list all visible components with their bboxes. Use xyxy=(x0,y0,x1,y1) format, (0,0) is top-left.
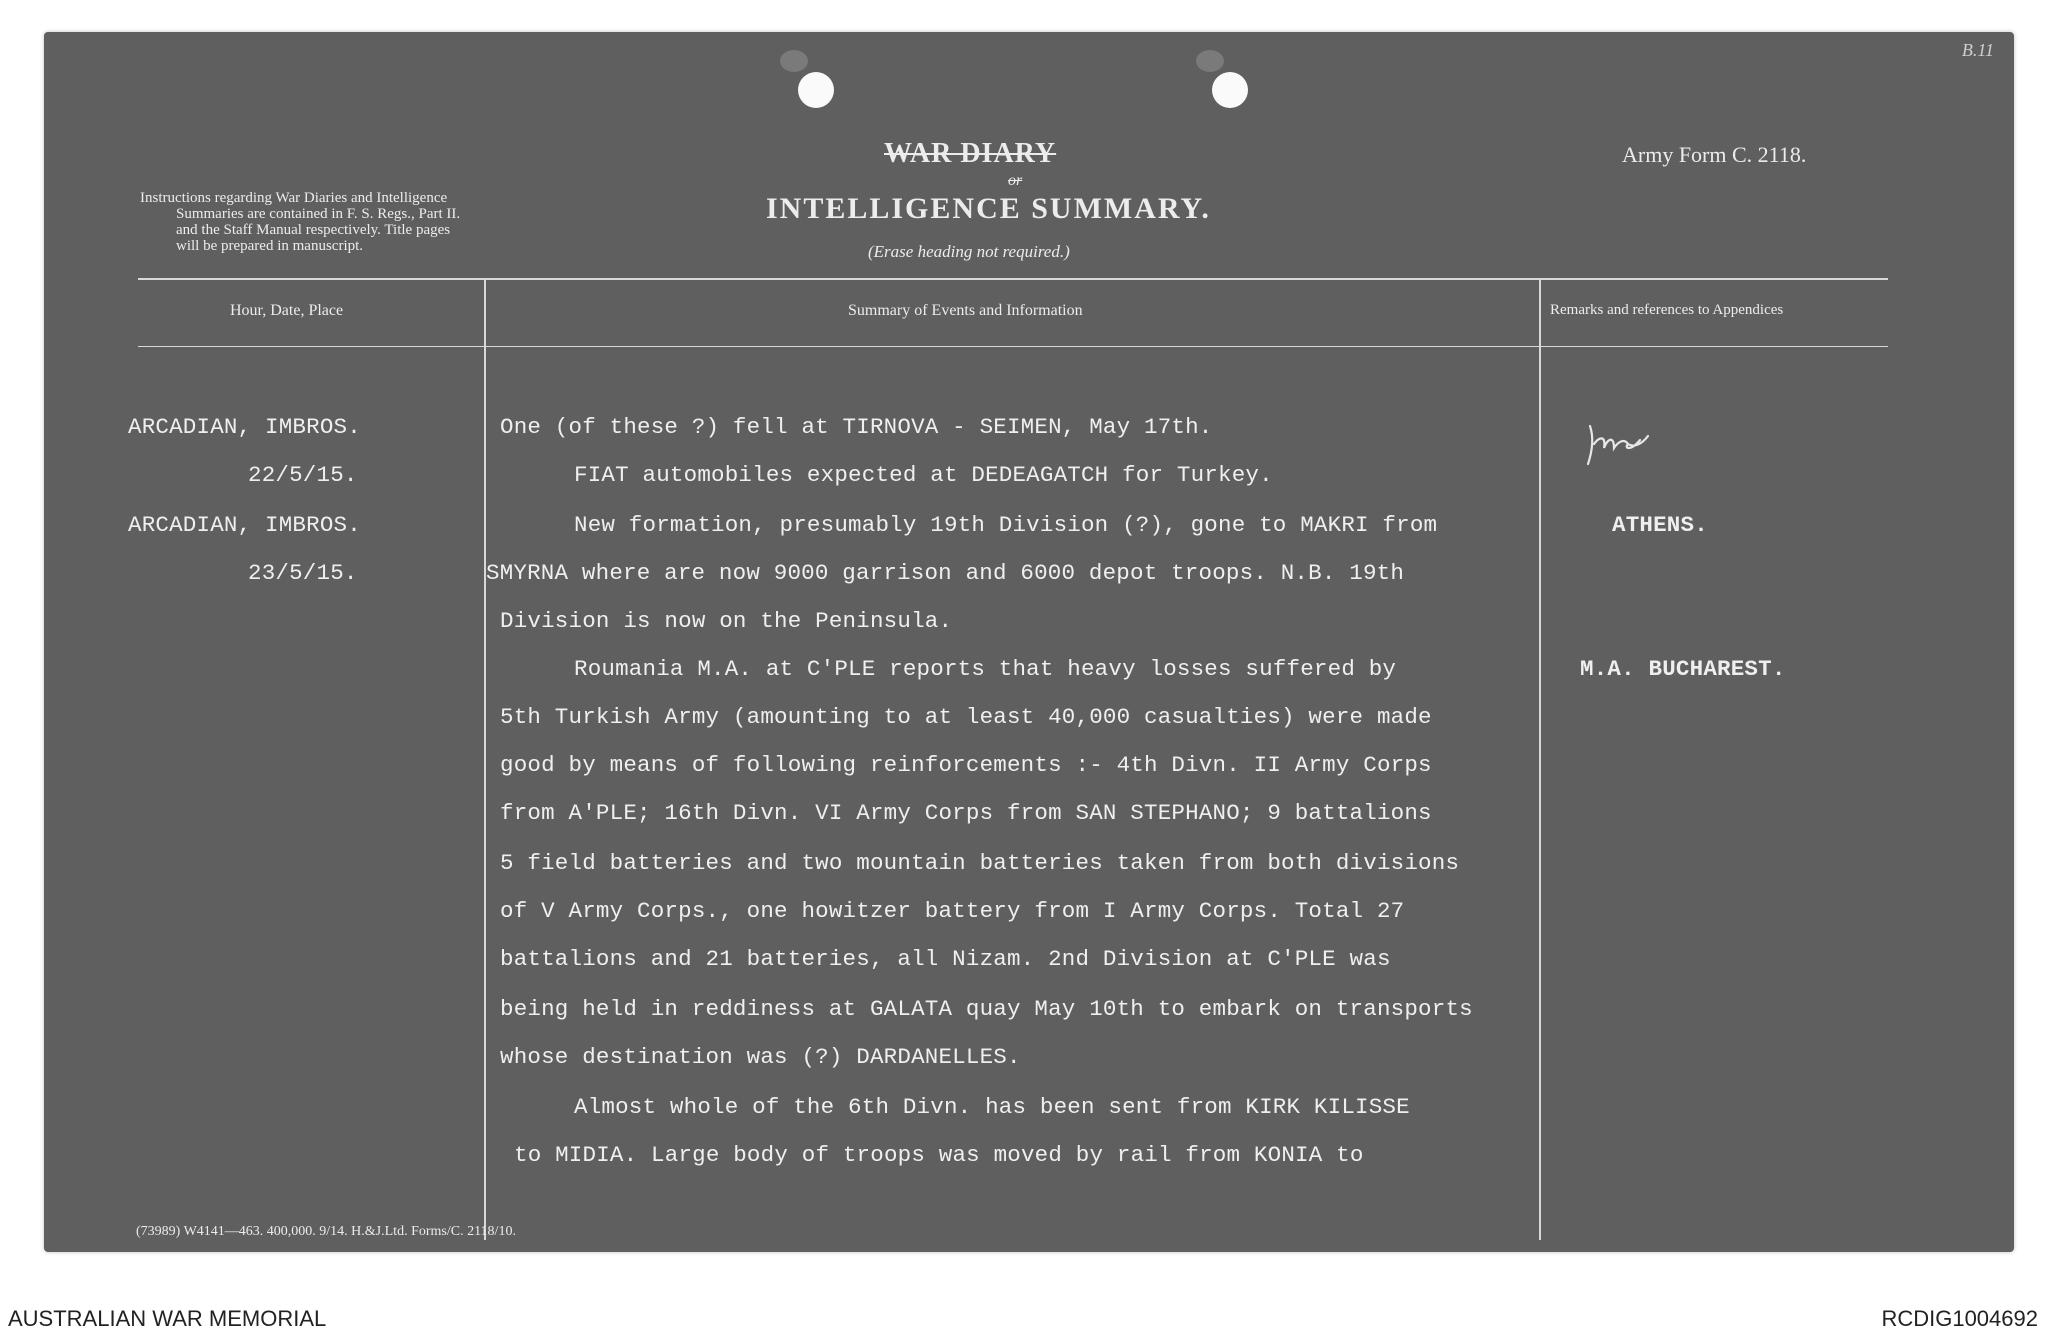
erase-note: (Erase heading not required.) xyxy=(868,242,1070,261)
title-war-diary-struck: WAR DIARY xyxy=(884,138,1057,169)
page-mark: B.11 xyxy=(1961,40,1994,60)
summary-line: from A'PLE; 16th Divn. VI Army Corps from SAN STEPHANO; 9 battalions xyxy=(500,800,1432,826)
column-head-place: Hour, Date, Place xyxy=(230,302,344,319)
column-head-remarks: Remarks and references to Appendices xyxy=(1550,302,1784,318)
instructions-line: will be prepared in manuscript. xyxy=(176,238,364,254)
summary-line: SMYRNA where are now 9000 garrison and 6000 depot troops. N.B. 19th xyxy=(486,560,1405,586)
summary-line: 5th Turkish Army (amounting to at least 40,000 casualties) were made xyxy=(500,704,1432,730)
column-divider xyxy=(484,280,486,1240)
title-or-struck: or xyxy=(1008,172,1023,189)
remark-entry: ATHENS. xyxy=(1612,512,1708,538)
punch-hole xyxy=(798,72,834,108)
column-divider xyxy=(1539,280,1541,1240)
date-entry: 22/5/15. xyxy=(248,462,358,488)
punch-hole-shadow xyxy=(1196,50,1224,72)
summary-line: Almost whole of the 6th Divn. has been sent from KIRK KILISSE xyxy=(574,1094,1410,1120)
instructions-note xyxy=(140,190,620,254)
caption-left: AUSTRALIAN WAR MEMORIAL xyxy=(8,1306,327,1331)
summary-line: of V Army Corps., one howitzer battery from I Army Corps. Total 27 xyxy=(500,898,1405,924)
summary-line: whose destination was (?) DARDANELLES. xyxy=(500,1044,1021,1070)
instructions-line: and the Staff Manual respectively. Title pages xyxy=(176,222,451,238)
remark-entry: M.A. BUCHAREST. xyxy=(1580,656,1786,682)
form-number: Army Form C. 2118. xyxy=(1622,142,1807,167)
summary-line: Division is now on the Peninsula. xyxy=(500,608,953,634)
summary-line: FIAT automobiles expected at DEDEAGATCH for Turkey. xyxy=(574,462,1273,488)
printer-line: (73989) W4141—463. 400,000. 9/14. H.&J.Ltd. Forms/C. 2118/10. xyxy=(136,1224,516,1239)
date-entry: 23/5/15. xyxy=(248,560,358,586)
punch-hole-shadow xyxy=(780,50,808,72)
diary-sheet xyxy=(44,32,2014,1252)
caption-right: RCDIG1004692 xyxy=(1881,1306,2038,1331)
summary-line: battalions and 21 batteries, all Nizam. 2nd Division at C'PLE was xyxy=(500,946,1391,972)
punch-hole xyxy=(1212,72,1248,108)
instructions-line: Summaries are contained in F. S. Regs., Part II. xyxy=(176,206,461,222)
summary-line: to MIDIA. Large body of troops was moved by rail from KONIA to xyxy=(514,1142,1364,1168)
instructions-line: Instructions regarding War Diaries and Intelligence xyxy=(140,190,448,206)
place-entry: ARCADIAN, IMBROS. xyxy=(128,512,361,538)
summary-line: good by means of following reinforcements :- 4th Divn. II Army Corps xyxy=(500,752,1432,778)
summary-line: One (of these ?) fell at TIRNOVA - SEIMEN, May 17th. xyxy=(500,414,1213,440)
summary-line: Roumania M.A. at C'PLE reports that heavy losses suffered by xyxy=(574,656,1397,682)
column-head-summary: Summary of Events and Information xyxy=(848,302,1083,319)
header-rule xyxy=(138,278,1888,280)
summary-line: 5 field batteries and two mountain batteries taken from both divisions xyxy=(500,850,1460,876)
summary-line: New formation, presumably 19th Division (?), gone to MAKRI from xyxy=(574,512,1438,538)
column-head-rule xyxy=(138,346,1888,347)
summary-line: being held in reddiness at GALATA quay May 10th to embark on transports xyxy=(500,996,1473,1022)
page-title: INTELLIGENCE SUMMARY. xyxy=(766,192,1211,225)
place-entry: ARCADIAN, IMBROS. xyxy=(128,414,361,440)
handwritten-initials-icon xyxy=(1584,418,1654,478)
